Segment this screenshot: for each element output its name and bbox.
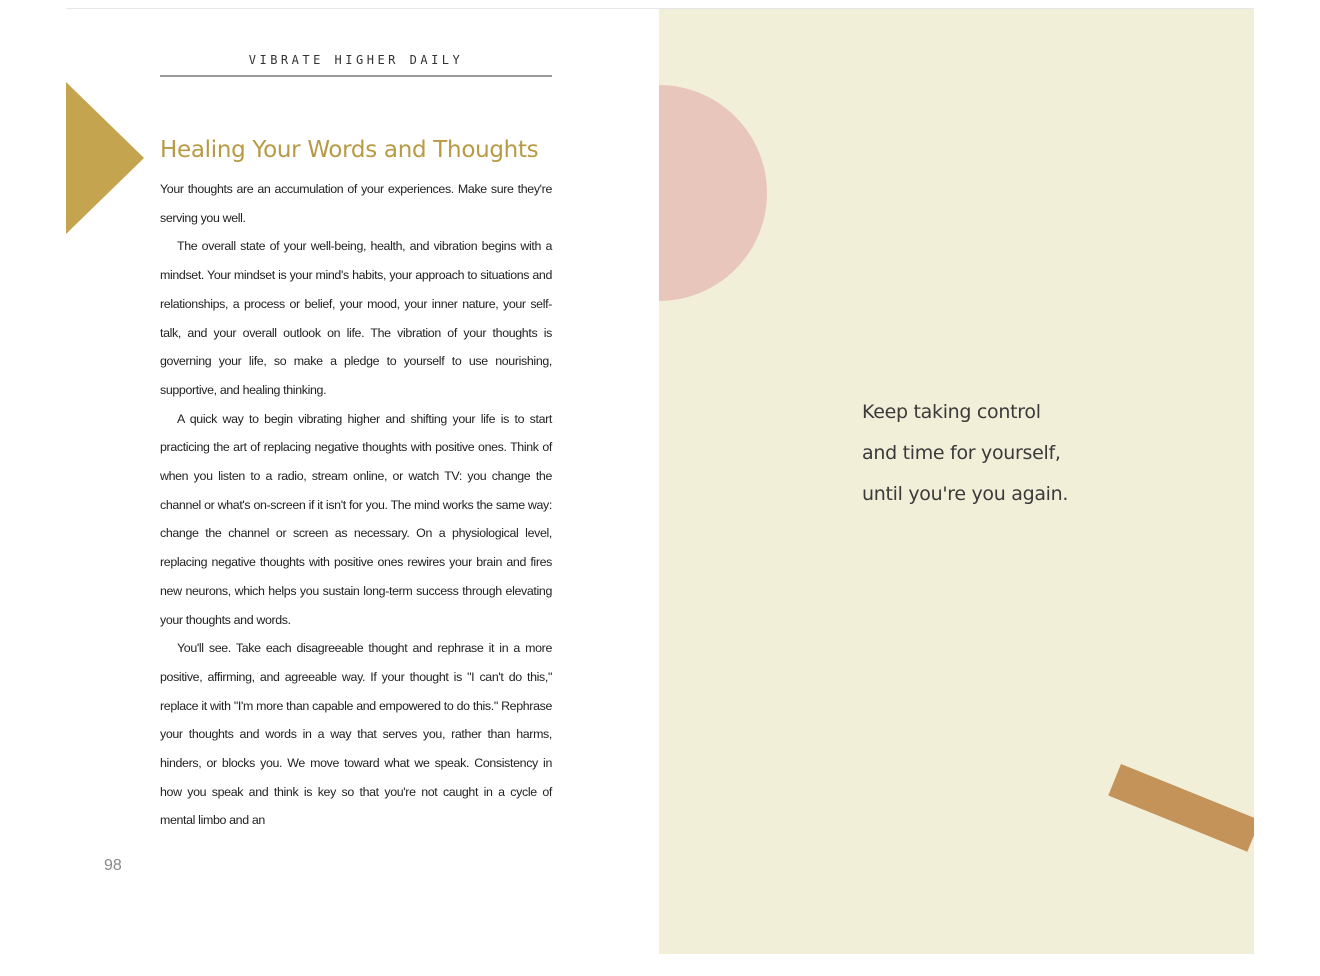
header-rule [160,75,552,77]
paragraph: You'll see. Take each disagreeable thought and rephrase it in a more positive, affirming, and agreeable way. If your thought is "I can't do this," replace it with "I'm more than capable and empowered to do this." Rephrase your thoughts and words in a way that serves you, rather than harms, hinders, or blocks you. We move toward what we speak. Consistency in how you speak and think is key so that you're not caught in a cycle of mental limbo and an [160,641,552,828]
body-text [160,175,552,835]
pull-quote [862,392,1192,515]
paragraph: Your thoughts are an accumulation of your experiences. Make sure they're serving you well. [160,182,552,225]
gold-triangle-decoration [66,82,144,234]
book-spread [66,8,1254,954]
quote-line: and time for yourself, [862,442,1061,464]
paragraph: A quick way to begin vibrating higher and shifting your life is to start practicing the art of replacing negative thoughts with positive ones. Think of when you listen to a radio, stream online, or watch TV: you change the channel or what's on-screen if it isn't for you. The mind works the same way: change the channel or screen as necessary. On a physiological level, replacing negative thoughts with positive ones rewires your brain and fires new neurons, which helps you sustain long-term success through elevating your thoughts and words. [160,411,552,627]
paragraph: The overall state of your well-being, health, and vibration begins with a mindset. Your mindset is your mind's habits, your approach to situations and relationships, a process or belief, your mood, your inner nature, your self-talk, and your overall outlook on life. The vibration of your thoughts is governing your life, so make a pledge to yourself to use nourishing, supportive, and healing thinking. [160,239,552,397]
left-page [66,9,659,954]
section-heading: Healing Your Words and Thoughts [160,137,539,163]
tan-bar-decoration [1108,764,1254,852]
running-header: VIBRATE HIGHER DAILY [248,53,464,67]
quote-line: Keep taking control [862,401,1041,423]
page-number: 98 [104,857,122,874]
quote-line: until you're you again. [862,483,1069,505]
right-page [659,9,1254,954]
pink-circle-decoration [659,85,767,301]
